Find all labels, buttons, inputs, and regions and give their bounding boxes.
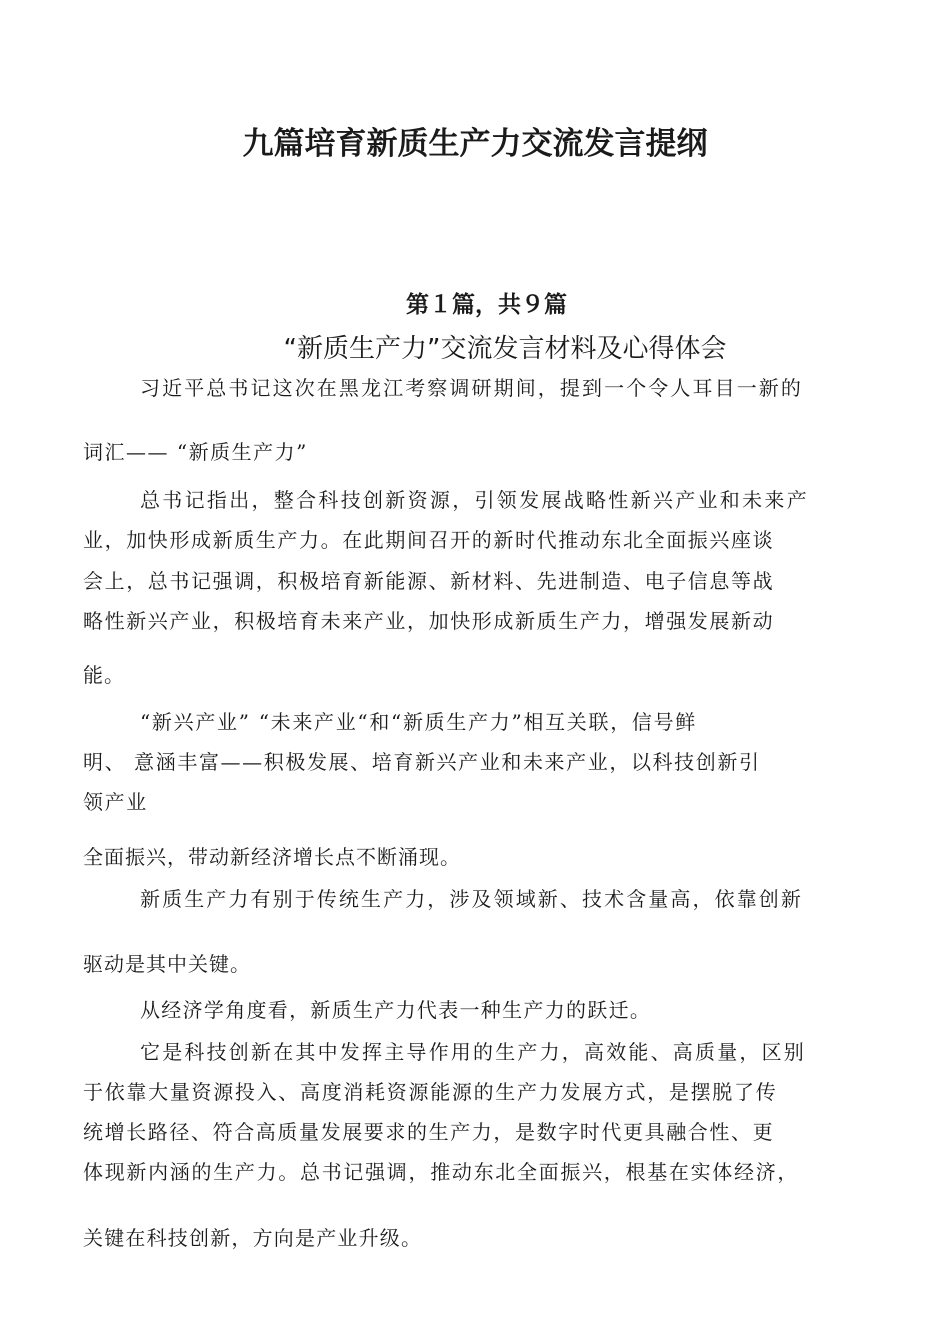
paragraph-line: 能。 xyxy=(83,663,125,687)
document-title: 九篇培育新质生产力交流发言提纲 xyxy=(242,126,708,162)
paragraph-line: 体现新内涵的生产力。总书记强调，推动东北全面振兴，根基在实体经济， xyxy=(83,1160,800,1184)
paragraph-line: 于依靠大量资源投入、高度消耗资源能源的生产力发展方式，是摆脱了传 xyxy=(83,1080,778,1104)
paragraph-line: 驱动是其中关键。 xyxy=(83,952,251,976)
section-label: 第１篇，共９篇 xyxy=(406,292,567,318)
paragraph-line: 业，加快形成新质生产力。在此期间召开的新时代推动东北全面振兴座谈 xyxy=(83,528,775,552)
paragraph-line: 略性新兴产业，积极培育未来产业，加快形成新质生产力，增强发展新动 xyxy=(83,609,775,633)
paragraph-line: 它是科技创新在其中发挥主导作用的生产力，高效能、高质量，区别 xyxy=(140,1040,806,1064)
paragraph-line: 新质生产力有别于传统生产力，涉及领域新、技术含量高，依靠创新 xyxy=(140,887,803,911)
paragraph-line: 词汇—— “新质生产力” xyxy=(83,440,308,464)
paragraph-line: 领产业 xyxy=(83,790,148,814)
paragraph-line: 明、 意涵丰富——积极发展、培育新兴产业和未来产业，以科技创新引 xyxy=(83,750,761,774)
paragraph-line: 关键在科技创新，方向是产业升级。 xyxy=(83,1226,423,1250)
paragraph-line: 总书记指出，整合科技创新资源，引领发展战略性新兴产业和未来产 xyxy=(140,488,809,512)
section-title: “新质生产力”交流发言材料及心得体会 xyxy=(283,334,727,364)
paragraph-line: 会上，总书记强调，积极培育新能源、新材料、先进制造、电子信息等战 xyxy=(83,569,775,593)
paragraph-line: 习近平总书记这次在黑龙江考察调研期间，提到一个令人耳目一新的 xyxy=(140,376,803,400)
paragraph-line: “新兴产业” “未来产业“和“新质生产力”相互关联，信号鲜 xyxy=(140,710,698,734)
paragraph-line: 从经济学角度看，新质生产力代表一种生产力的跃迁。 xyxy=(140,998,652,1022)
paragraph-line: 全面振兴，带动新经济增长点不断涌现。 xyxy=(83,845,461,869)
paragraph-line: 统增长路径、符合高质量发展要求的生产力，是数字时代更具融合性、更 xyxy=(83,1120,775,1144)
